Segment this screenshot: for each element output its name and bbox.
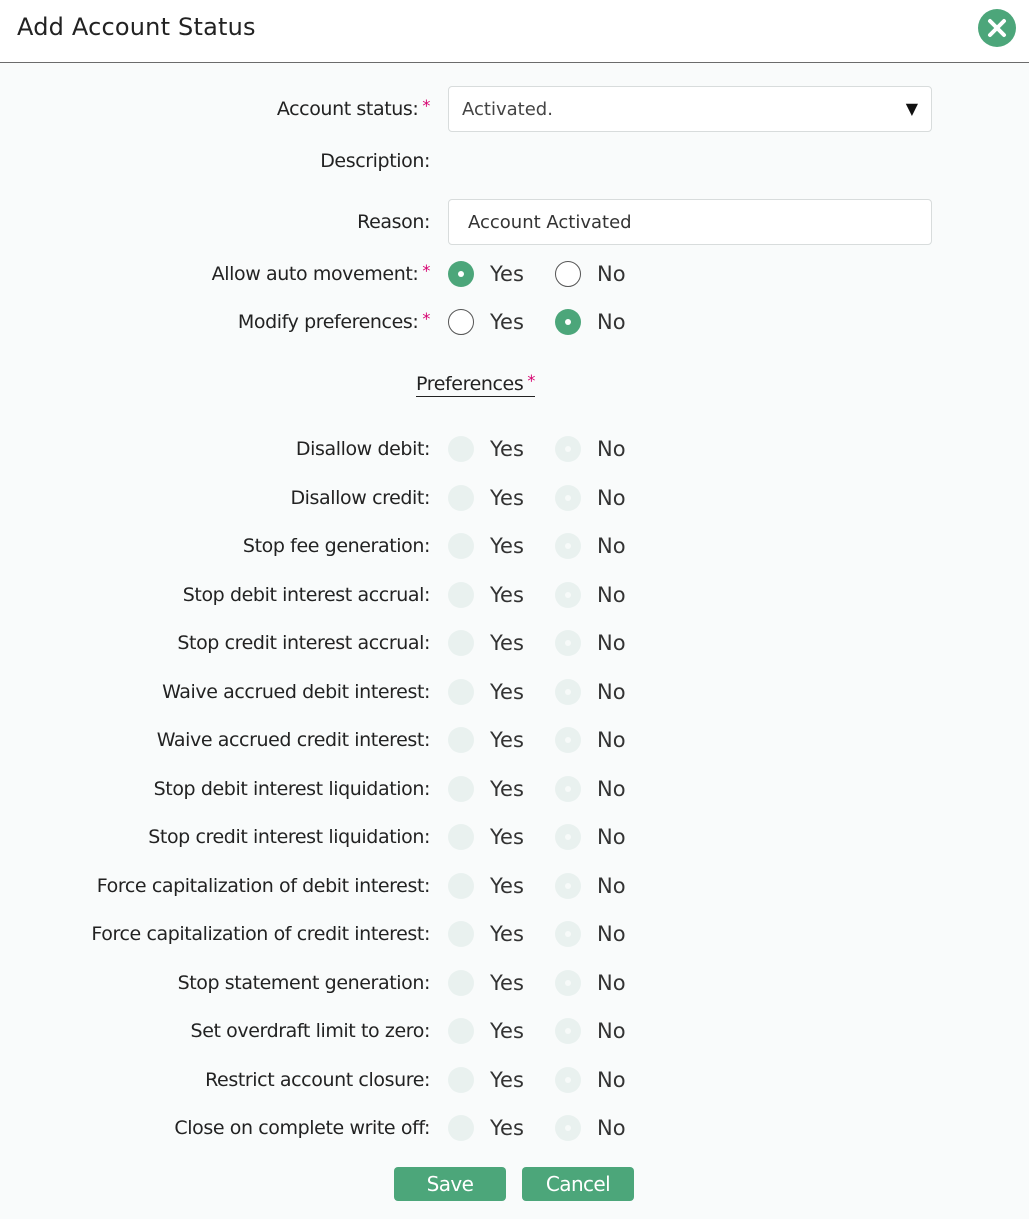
preference-row [0,720,1029,760]
preference-label: Restrict account closure: [205,1068,430,1091]
preference-yes-radio[interactable] [448,1067,474,1093]
required-marker: * [422,309,430,328]
preference-no-radio[interactable] [555,533,581,559]
preference-row [0,1108,1029,1148]
yes-option-label: Yes [490,922,524,946]
preference-no-radio[interactable] [555,485,581,511]
modify-preferences-yes-radio[interactable] [448,309,474,335]
no-option-label: No [597,310,626,334]
preference-yes-radio[interactable] [448,630,474,656]
allow-auto-movement-row [0,254,1029,294]
preference-label: Disallow credit: [290,486,430,509]
preference-row [0,817,1029,857]
yes-option-label: Yes [490,1067,524,1092]
preference-yes-radio[interactable] [448,1115,474,1141]
preference-label: Force capitalization of debit interest: [96,874,430,897]
preference-row [0,478,1029,518]
preference-no-radio[interactable] [555,582,581,608]
preference-row [0,575,1029,615]
preference-row [0,1060,1029,1100]
no-option-label: No [597,825,626,849]
yes-option-label: Yes [490,262,524,286]
preference-row [0,672,1029,712]
description-label: Description: [320,150,430,172]
preference-no-radio[interactable] [555,776,581,802]
account-status-value: Activated. [462,99,553,120]
yes-option-label: Yes [490,1019,524,1043]
preference-no-radio[interactable] [555,1115,581,1141]
yes-option-label: Yes [490,679,524,704]
reason-label: Reason: [357,211,430,233]
preference-yes-radio[interactable] [448,824,474,850]
no-option-label: No [597,922,626,946]
preference-label: Stop debit interest liquidation: [153,777,430,800]
preference-yes-radio[interactable] [448,582,474,608]
close-button[interactable] [978,9,1016,47]
no-option-label: No [597,776,626,801]
preference-label: Stop debit interest accrual: [182,583,430,606]
no-option-label: No [597,1116,626,1140]
preference-row [0,914,1029,954]
preference-yes-radio[interactable] [448,970,474,996]
no-option-label: No [597,437,626,461]
no-option-label: No [597,679,626,704]
yes-option-label: Yes [490,310,524,334]
yes-option-label: Yes [490,728,524,752]
yes-option-label: Yes [490,970,524,995]
yes-option-label: Yes [490,873,524,898]
preference-yes-radio[interactable] [448,921,474,947]
preference-label: Force capitalization of credit interest: [91,923,430,945]
account-status-label: Account status: * [276,96,430,120]
no-option-label: No [597,1019,626,1043]
preference-row [0,963,1029,1003]
dialog-header [0,0,1029,63]
preference-no-radio[interactable] [555,873,581,899]
account-status-select[interactable] [448,86,932,132]
no-option-label: No [597,970,626,995]
required-marker: * [527,371,535,390]
no-option-label: No [597,728,626,752]
preference-no-radio[interactable] [555,1018,581,1044]
allow-auto-movement-yes-radio[interactable] [448,261,474,287]
preference-label: Stop statement generation: [177,971,430,994]
preference-no-radio[interactable] [555,679,581,705]
no-option-label: No [597,1067,626,1092]
preference-yes-radio[interactable] [448,1018,474,1044]
preference-no-radio[interactable] [555,727,581,753]
preference-label: Disallow debit: [295,438,430,460]
no-option-label: No [597,631,626,655]
close-icon [978,9,1016,47]
no-option-label: No [597,485,626,510]
preference-no-radio[interactable] [555,436,581,462]
preference-no-radio[interactable] [555,1067,581,1093]
preference-yes-radio[interactable] [448,533,474,559]
yes-option-label: Yes [490,485,524,510]
preference-yes-radio[interactable] [448,679,474,705]
yes-option-label: Yes [490,534,524,558]
preference-yes-radio[interactable] [448,873,474,899]
no-option-label: No [597,582,626,607]
preference-row [0,526,1029,566]
required-marker: * [422,96,430,115]
yes-option-label: Yes [490,776,524,801]
yes-option-label: Yes [490,437,524,461]
save-button[interactable]: Save [394,1167,506,1201]
preference-label: Stop fee generation: [242,535,430,557]
description-row [0,141,1029,181]
preference-label: Stop credit interest accrual: [177,632,430,654]
reason-input[interactable] [448,199,932,245]
preference-no-radio[interactable] [555,630,581,656]
modify-preferences-no-radio[interactable] [555,309,581,335]
preference-row [0,429,1029,469]
preference-yes-radio[interactable] [448,776,474,802]
preference-label: Set overdraft limit to zero: [190,1020,430,1042]
yes-option-label: Yes [490,825,524,849]
preference-yes-radio[interactable] [448,436,474,462]
allow-auto-movement-no-radio[interactable] [555,261,581,287]
no-option-label: No [597,262,626,286]
preference-label: Stop credit interest liquidation: [148,826,430,848]
cancel-button[interactable]: Cancel [522,1167,634,1201]
preference-label: Waive accrued credit interest: [156,729,430,751]
preference-row [0,769,1029,809]
yes-option-label: Yes [490,582,524,607]
allow-auto-movement-label: Allow auto movement: * [211,261,430,285]
preference-yes-radio[interactable] [448,485,474,511]
modify-preferences-label: Modify preferences: * [237,309,430,333]
preference-row [0,1011,1029,1051]
preference-no-radio[interactable] [555,824,581,850]
caret-down-icon: ▼ [905,99,918,118]
preference-yes-radio[interactable] [448,727,474,753]
preference-label: Waive accrued debit interest: [162,680,430,703]
yes-option-label: Yes [490,1116,524,1140]
modify-preferences-row [0,302,1029,342]
no-option-label: No [597,873,626,898]
preference-row [0,866,1029,906]
preference-no-radio[interactable] [555,921,581,947]
preference-no-radio[interactable] [555,970,581,996]
required-marker: * [422,261,430,280]
preference-label: Close on complete write off: [174,1117,430,1139]
preference-row [0,623,1029,663]
dialog-title: Add Account Status [17,13,256,41]
preferences-heading: Preferences * [416,371,535,395]
yes-option-label: Yes [490,631,524,655]
no-option-label: No [597,534,626,558]
